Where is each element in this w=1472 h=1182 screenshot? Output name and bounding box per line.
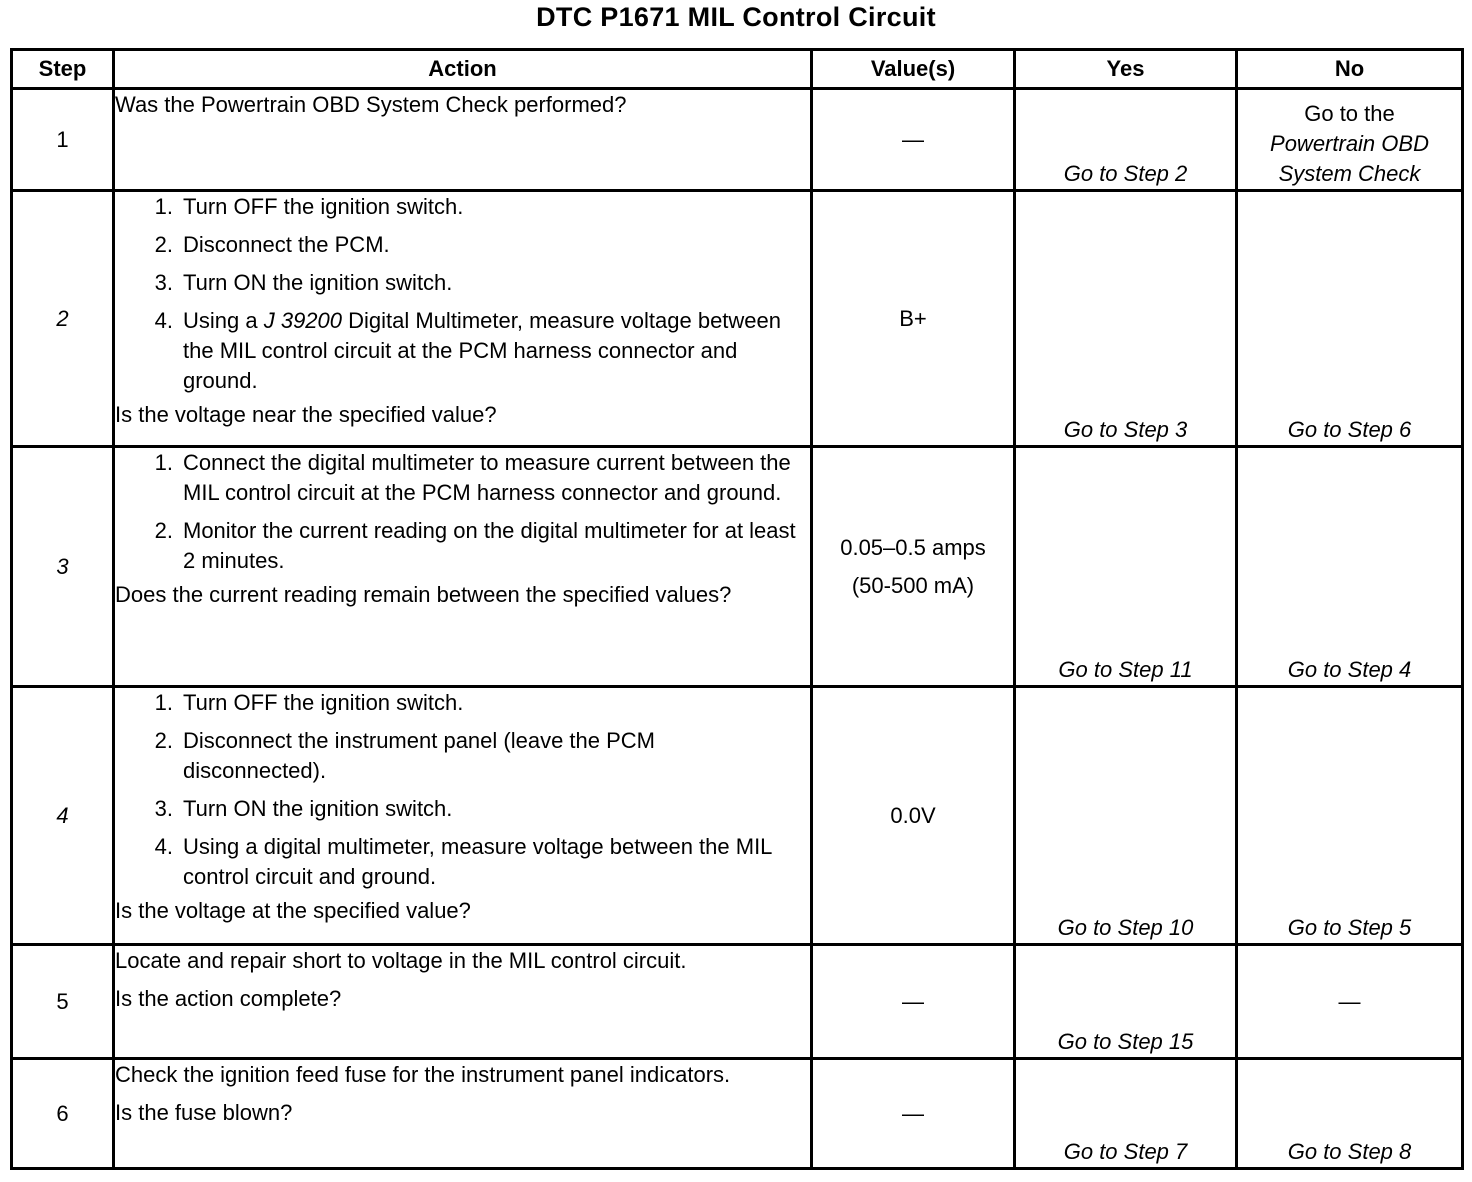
tool-reference: J 39200	[263, 308, 343, 333]
action-question: Was the Powertrain OBD System Check performed?	[115, 92, 627, 117]
action-cell	[114, 89, 812, 191]
yes-cell: Go to Step 2	[1015, 89, 1237, 191]
action-question: Is the fuse blown?	[115, 1100, 293, 1125]
no-cell: Go to Step 5	[1237, 687, 1463, 945]
header-no: No	[1237, 50, 1463, 89]
header-values: Value(s)	[812, 50, 1015, 89]
diagnostic-table	[10, 48, 1464, 1170]
list-item: 2. Disconnect the instrument panel (leave the PCM disconnected).	[154, 728, 656, 783]
action-cell	[114, 1059, 812, 1169]
list-item: 3. Turn ON the ignition switch.	[154, 270, 453, 295]
list-item: 2. Disconnect the PCM.	[154, 232, 390, 257]
header-step: Step	[12, 50, 114, 89]
no-cell: Go to Step 8	[1237, 1059, 1463, 1169]
yes-cell: Go to Step 10	[1015, 687, 1237, 945]
action-question: Does the current reading remain between the specified values?	[115, 582, 732, 607]
list-item: 1. Connect the digital multimeter to measure current between the MIL control circuit at the PCM harness connector and ground.	[154, 450, 791, 505]
step-number: 4	[12, 687, 114, 945]
action-cell	[114, 945, 812, 1059]
table-row	[12, 89, 1463, 191]
yes-cell: Go to Step 3	[1015, 191, 1237, 447]
yes-cell: Go to Step 11	[1015, 447, 1237, 687]
table-row	[12, 1059, 1463, 1169]
header-action: Action	[114, 50, 812, 89]
no-line: Powertrain OBD	[1270, 131, 1429, 156]
step-number: 6	[12, 1059, 114, 1169]
value-line: 0.05–0.5 amps	[840, 534, 986, 560]
action-text: Locate and repair short to voltage in the MIL control circuit.	[115, 948, 687, 973]
value-cell: —	[812, 89, 1015, 191]
list-item: 4. Using a J 39200 Digital Multimeter, measure voltage between the MIL control circuit at the PCM harness connector and ground.	[154, 308, 782, 393]
step-number: 2	[12, 191, 114, 447]
action-cell	[114, 687, 812, 945]
list-item: 4. Using a digital multimeter, measure voltage between the MIL control circuit and ground.	[154, 834, 772, 889]
header-yes: Yes	[1015, 50, 1237, 89]
header-row	[12, 50, 1463, 89]
value-cell: 0.0V	[812, 687, 1015, 945]
value-cell	[812, 447, 1015, 687]
step-number: 1	[12, 89, 114, 191]
list-item: 3. Turn ON the ignition switch.	[154, 796, 453, 821]
table-row	[12, 687, 1463, 945]
step-number: 5	[12, 945, 114, 1059]
table-row	[12, 945, 1463, 1059]
list-item: 2. Monitor the current reading on the digital multimeter for at least 2 minutes.	[154, 518, 796, 573]
value-line: (50-500 mA)	[851, 572, 975, 598]
yes-cell: Go to Step 7	[1015, 1059, 1237, 1169]
list-item: 1. Turn OFF the ignition switch.	[154, 690, 464, 715]
yes-cell: Go to Step 15	[1015, 945, 1237, 1059]
instruction-list	[115, 688, 810, 892]
action-question: Is the voltage at the specified value?	[115, 898, 471, 923]
table-row	[12, 447, 1463, 687]
action-text: Check the ignition feed fuse for the instrument panel indicators.	[115, 1062, 731, 1087]
action-question: Is the action complete?	[115, 986, 342, 1011]
no-cell: —	[1237, 945, 1463, 1059]
action-cell	[114, 191, 812, 447]
action-cell	[114, 447, 812, 687]
value-cell: —	[812, 1059, 1015, 1169]
instruction-list	[115, 448, 810, 576]
value-cell: B+	[812, 191, 1015, 447]
value-cell: —	[812, 945, 1015, 1059]
action-question: Is the voltage near the specified value?	[115, 402, 497, 427]
no-cell: Go to Step 6	[1237, 191, 1463, 447]
list-item: 1. Turn OFF the ignition switch.	[154, 194, 464, 219]
page-title: DTC P1671 MIL Control Circuit	[536, 2, 936, 32]
instruction-list	[115, 192, 810, 396]
no-line: System Check	[1278, 161, 1421, 186]
no-cell	[1237, 89, 1463, 191]
no-line: Go to the	[1304, 101, 1395, 126]
step-number: 3	[12, 447, 114, 687]
no-cell: Go to Step 4	[1237, 447, 1463, 687]
table-row	[12, 191, 1463, 447]
